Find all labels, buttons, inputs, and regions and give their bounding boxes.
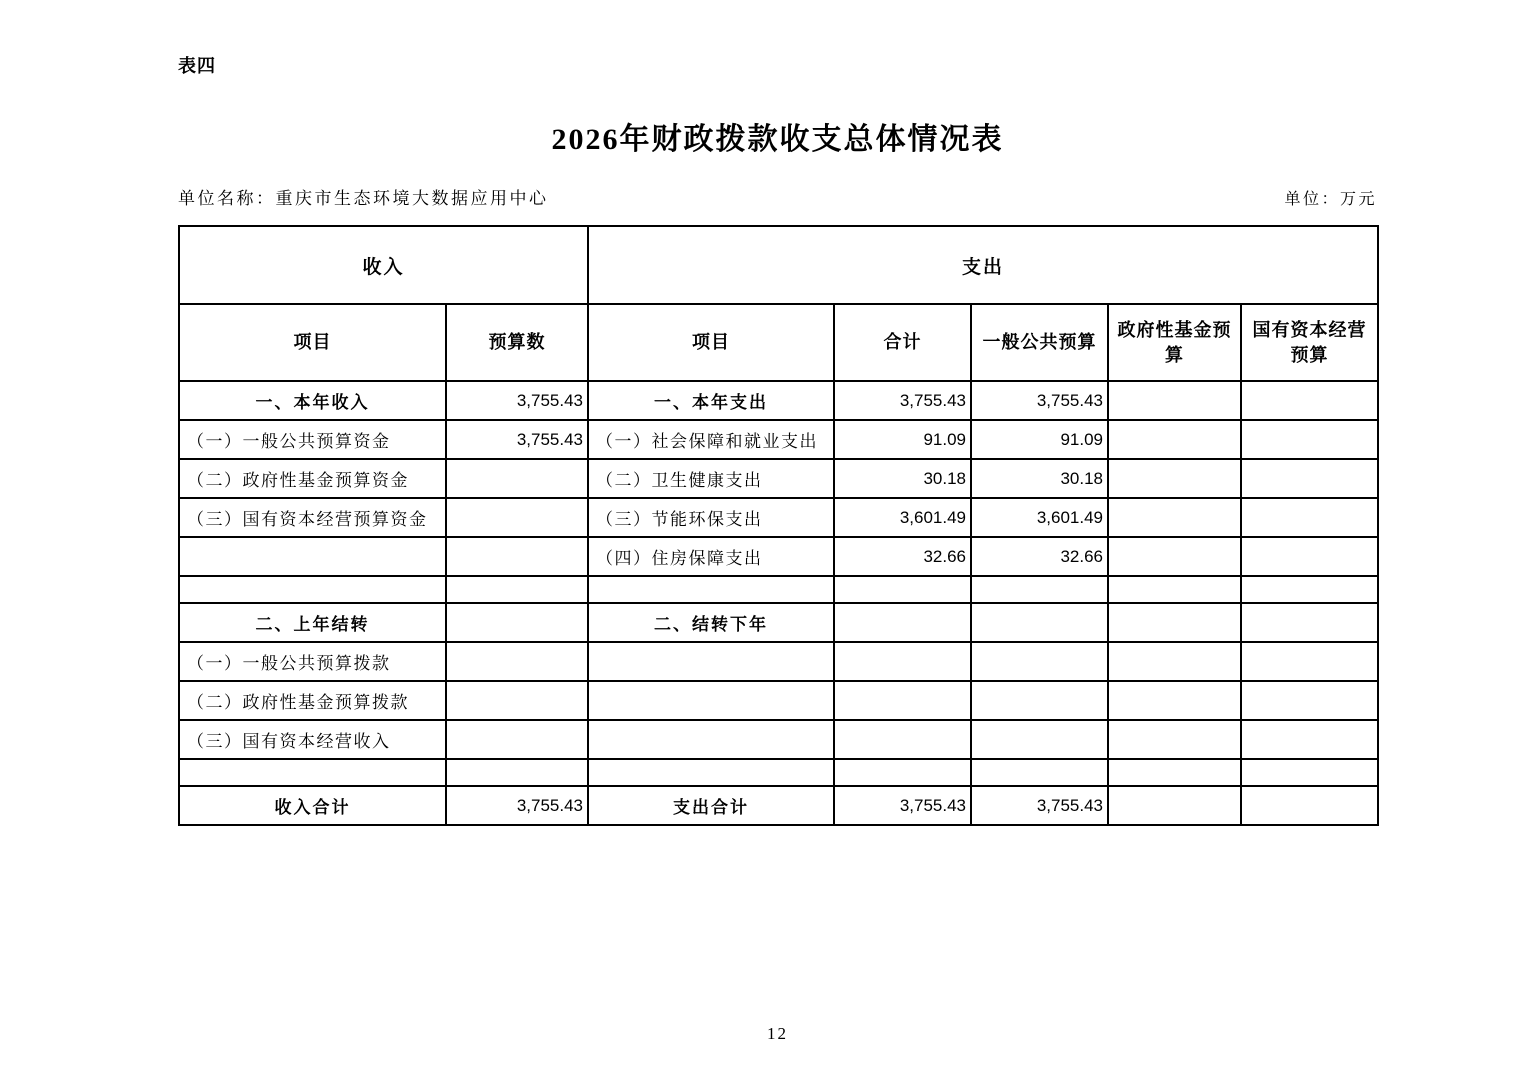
table-row: [179, 681, 1378, 720]
table-cell: [971, 603, 1108, 642]
table-cell: [1241, 420, 1378, 459]
table-cell: [1241, 720, 1378, 759]
table-cell: [1108, 459, 1241, 498]
column-header-cell: 合计: [834, 304, 971, 381]
table-cell: [588, 759, 834, 786]
table-head: [179, 226, 1378, 381]
table-cell: [971, 576, 1108, 603]
table-cell: [1108, 720, 1241, 759]
table-cell: [971, 642, 1108, 681]
group-header-cell: 支出: [588, 226, 1378, 304]
table-cell: [834, 681, 971, 720]
table-cell: [1108, 420, 1241, 459]
table-cell: 3,755.43: [834, 786, 971, 825]
table-cell: （一）社会保障和就业支出: [588, 420, 834, 459]
table-cell: [588, 720, 834, 759]
table-cell: [1108, 537, 1241, 576]
budget-table: [178, 225, 1379, 826]
table-cell: （一）一般公共预算资金: [179, 420, 446, 459]
table-cell: 支出合计: [588, 786, 834, 825]
table-cell: 二、结转下年: [588, 603, 834, 642]
table-cell: （三）节能环保支出: [588, 498, 834, 537]
table-cell: [1108, 576, 1241, 603]
table-cell: [1108, 681, 1241, 720]
table-cell: [179, 537, 446, 576]
table-cell: [834, 576, 971, 603]
table-cell: （三）国有资本经营预算资金: [179, 498, 446, 537]
table-body: [179, 381, 1378, 825]
table-cell: [834, 603, 971, 642]
table-cell: [1108, 759, 1241, 786]
table-cell: [446, 720, 588, 759]
table-cell: （三）国有资本经营收入: [179, 720, 446, 759]
table-cell: 32.66: [971, 537, 1108, 576]
group-header-cell: 收入: [179, 226, 588, 304]
table-cell: （二）卫生健康支出: [588, 459, 834, 498]
table-cell: [1108, 786, 1241, 825]
table-cell: 二、上年结转: [179, 603, 446, 642]
table-cell: [1241, 642, 1378, 681]
doc-label: 表四: [178, 56, 216, 76]
table-row: [179, 642, 1378, 681]
table-row: [179, 759, 1378, 786]
table-cell: 3,601.49: [971, 498, 1108, 537]
table-cell: [971, 720, 1108, 759]
table-cell: 3,755.43: [446, 786, 588, 825]
table-row: [179, 786, 1378, 825]
table-cell: [179, 759, 446, 786]
table-cell: [834, 720, 971, 759]
table-cell: 3,755.43: [971, 381, 1108, 420]
table-cell: [834, 642, 971, 681]
table-cell: [446, 642, 588, 681]
table-cell: [971, 681, 1108, 720]
table-cell: [446, 459, 588, 498]
column-header-cell: 项目: [588, 304, 834, 381]
table-cell: [588, 642, 834, 681]
page-number: 12: [767, 1024, 788, 1043]
table-cell: 3,755.43: [971, 786, 1108, 825]
table-cell: [1241, 603, 1378, 642]
table-cell: [1241, 498, 1378, 537]
table-row: [179, 576, 1378, 603]
table-cell: 一、本年收入: [179, 381, 446, 420]
table-row: [179, 537, 1378, 576]
table-cell: [446, 681, 588, 720]
table-row: [179, 603, 1378, 642]
table-cell: [1108, 498, 1241, 537]
column-header-cell: 国有资本经营预算: [1241, 304, 1378, 381]
column-header-cell: 一般公共预算: [971, 304, 1108, 381]
table-cell: 91.09: [971, 420, 1108, 459]
table-row: [179, 420, 1378, 459]
table-cell: [588, 681, 834, 720]
table-cell: [446, 759, 588, 786]
table-row: [179, 381, 1378, 420]
table-row: [179, 498, 1378, 537]
table-row: [179, 459, 1378, 498]
table-cell: [446, 576, 588, 603]
table-cell: [1241, 681, 1378, 720]
table-cell: 3,755.43: [446, 420, 588, 459]
table-cell: （二）政府性基金预算资金: [179, 459, 446, 498]
unit-name-label: 单位名称：重庆市生态环境大数据应用中心: [178, 189, 549, 208]
table-cell: [1108, 642, 1241, 681]
table-cell: （四）住房保障支出: [588, 537, 834, 576]
table-cell: 30.18: [971, 459, 1108, 498]
table-cell: [1241, 537, 1378, 576]
table-group-header-row: [179, 226, 1378, 304]
table-cell: [1241, 459, 1378, 498]
table-cell: 收入合计: [179, 786, 446, 825]
table-cell: [1241, 381, 1378, 420]
title-container: [178, 114, 1377, 158]
table-cell: [1241, 759, 1378, 786]
table-cell: [1108, 381, 1241, 420]
table-cell: 一、本年支出: [588, 381, 834, 420]
table-cell: [446, 498, 588, 537]
table-cell: [971, 759, 1108, 786]
table-cell: [1241, 786, 1378, 825]
page-title: 2026年财政拨款收支总体情况表: [551, 123, 1004, 156]
table-cell: 30.18: [834, 459, 971, 498]
table-cell: [179, 576, 446, 603]
column-header-cell: 项目: [179, 304, 446, 381]
table-cell: 3,755.43: [834, 381, 971, 420]
unit-measure-label: 单位：万元: [1284, 191, 1377, 208]
table-cell: （二）政府性基金预算拨款: [179, 681, 446, 720]
table-cell: [446, 537, 588, 576]
table-row: [179, 720, 1378, 759]
table-cell: [834, 759, 971, 786]
table-cell: [1241, 576, 1378, 603]
table-cell: [446, 603, 588, 642]
meta-row: [178, 184, 1377, 209]
table-cell: 3,755.43: [446, 381, 588, 420]
table-cell: [1108, 603, 1241, 642]
table-cell: 32.66: [834, 537, 971, 576]
column-header-cell: 预算数: [446, 304, 588, 381]
table-column-header-row: [179, 304, 1378, 381]
budget-table-container: [178, 225, 1379, 826]
table-cell: 91.09: [834, 420, 971, 459]
table-cell: （一）一般公共预算拨款: [179, 642, 446, 681]
column-header-cell: 政府性基金预算: [1108, 304, 1241, 381]
table-cell: [588, 576, 834, 603]
table-cell: 3,601.49: [834, 498, 971, 537]
